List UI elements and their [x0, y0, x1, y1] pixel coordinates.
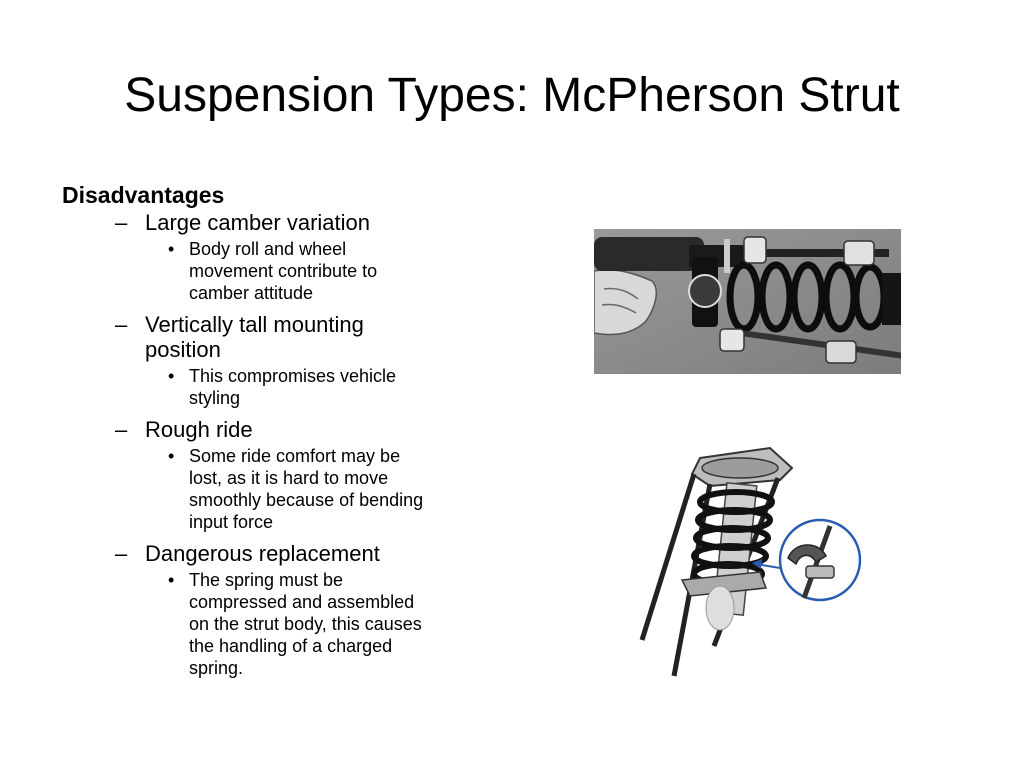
sub-bullet-line: input force [189, 512, 274, 532]
bullet-item-camber [62, 210, 502, 235]
slide-title: Suspension Types: McPherson Strut [124, 69, 900, 122]
bullet-content [62, 180, 502, 679]
sub-bullet-mounting [62, 365, 502, 409]
bullet-marker: • [168, 239, 175, 259]
bullet-label: Dangerous replacement [145, 541, 380, 566]
sub-bullet-line: styling [189, 388, 241, 408]
dash-marker: – [115, 417, 128, 442]
spring-compressor-photo [594, 229, 901, 374]
bullet-marker: • [168, 366, 175, 386]
dash-marker: – [115, 210, 128, 235]
sub-bullet-line: compressed and assembled [189, 592, 415, 612]
strut-compressor-illustration [630, 440, 862, 688]
bullet-item-replacement [62, 541, 502, 566]
bullet-label: Rough ride [145, 417, 253, 442]
bullet-marker: • [168, 446, 175, 466]
section-heading: Disadvantages [62, 182, 225, 208]
bullet-item-mounting [62, 312, 502, 362]
sub-bullet-line: camber attitude [189, 283, 314, 303]
dash-marker: – [115, 541, 128, 566]
bullet-label-line: Vertically tall mounting [145, 312, 364, 337]
sub-bullet-line: The spring must be [189, 570, 344, 590]
sub-bullet-line: Body roll and wheel [189, 239, 347, 259]
bullet-marker: • [168, 570, 175, 590]
sub-bullet-line: the handling of a charged [189, 636, 393, 656]
sub-bullet-line: This compromises vehicle [189, 366, 397, 386]
sub-bullet-line: on the strut body, this causes [189, 614, 422, 634]
sub-bullet-line: smoothly because of bending [189, 490, 424, 510]
sub-bullet-line: Some ride comfort may be [189, 446, 401, 466]
bullet-label-line: position [145, 337, 221, 362]
bullet-item-rough-ride [62, 417, 502, 442]
bullet-label: Large camber variation [145, 210, 371, 235]
dash-marker: – [115, 312, 128, 337]
sub-bullet-replacement [62, 569, 502, 679]
spring-compressor-drawing [594, 229, 901, 374]
strut-compressor-drawing [630, 440, 862, 688]
sub-bullet-camber [62, 238, 502, 304]
sub-bullet-line: movement contribute to [189, 261, 378, 281]
sub-bullet-line: spring. [189, 658, 244, 678]
sub-bullet-rough-ride [62, 445, 502, 533]
sub-bullet-line: lost, as it is hard to move [189, 468, 389, 488]
